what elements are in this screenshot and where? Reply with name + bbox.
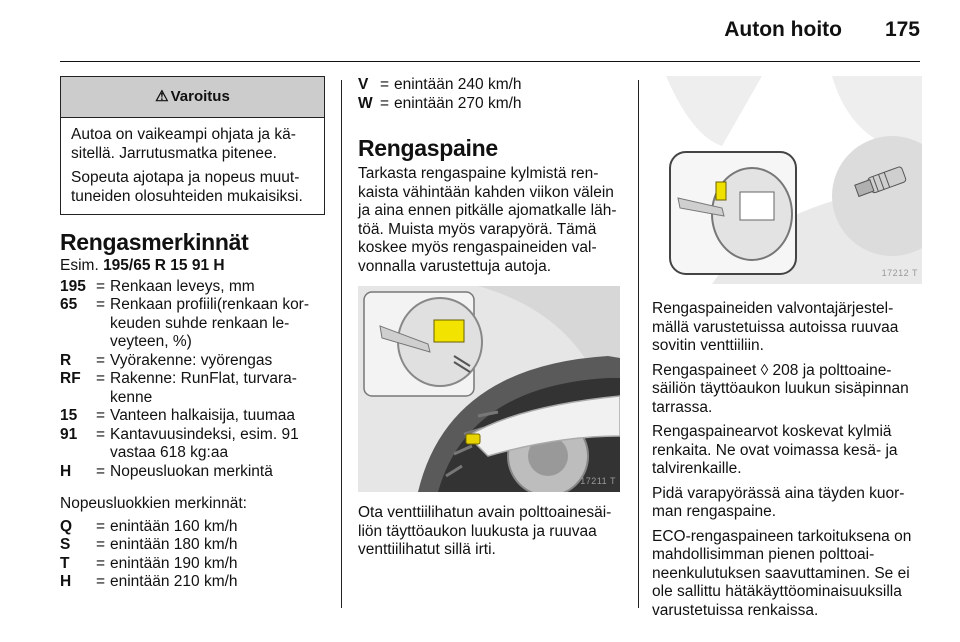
- definition-row: [60, 352, 325, 371]
- definition-key: 15: [60, 407, 78, 424]
- speed-row: [358, 76, 624, 95]
- speed-key: W: [358, 94, 373, 112]
- definition-value: Renkaan leveys, mm: [110, 277, 255, 295]
- paragraph: Rengaspainearvot koskevat kylmiä renkaita. Ne ovat voimassa kesä- ja talvirenkaille.: [652, 423, 898, 477]
- column-right: [652, 76, 924, 626]
- paragraph: ECO-rengaspaineen tarkoituksena on mahdollisimman pienen polttoai-neenkulutuksen saavuttaminen. Se ei ole sallittu hätäkäyttöominaisuuksilla varustetuissa renkaissa.: [652, 527, 912, 619]
- paragraph: Pidä varapyörässä aina täyden kuor-man rengaspaine.: [652, 484, 905, 520]
- warning-text-2: Sopeuta ajotapa ja nopeus muut-tuneiden olosuhteiden mukaisiksi.: [71, 169, 303, 205]
- speed-row: [60, 555, 325, 574]
- tire-pressure-intro: Tarkasta rengaspaine kylmistä ren-kaista vähintään kahden viikon välein ja aina ennen pitkälle ajomatkalle läh-töä. Muista myös varapyörä. Tämä koskee myös rengaspaineiden val-vonnalla varustettuja autoja.: [358, 165, 617, 275]
- illustration-fuel-flap-and-tire: [358, 286, 620, 492]
- speed-value: enintään 190 km/h: [110, 554, 238, 572]
- page-header: [0, 0, 960, 62]
- definition-row: [60, 463, 325, 482]
- equals-sign: =: [96, 351, 106, 369]
- speed-row: [358, 95, 624, 114]
- figure-number: 17212 T: [881, 267, 918, 278]
- warning-box: [60, 76, 325, 215]
- definition-value: Vanteen halkaisija, tuumaa: [110, 407, 295, 424]
- speed-key: T: [60, 554, 70, 572]
- equals-sign: =: [380, 94, 390, 112]
- warning-header: [61, 77, 324, 118]
- definition-key: RF: [60, 370, 81, 387]
- speed-row: [60, 573, 325, 592]
- column-divider-2: [638, 80, 639, 608]
- speed-value: enintään 210 km/h: [110, 573, 238, 590]
- speed-value: enintään 240 km/h: [394, 76, 522, 93]
- definition-key: 65: [60, 296, 78, 313]
- equals-sign: =: [96, 425, 106, 443]
- equals-sign: =: [96, 407, 106, 424]
- definition-row: [60, 407, 325, 426]
- speed-class-list: [60, 518, 325, 592]
- definition-value: Renkaan profiili(renkaan kor-keuden suhde renkaan le-veyteen, %): [110, 296, 310, 350]
- equals-sign: =: [96, 517, 106, 535]
- speed-classes-intro: Nopeusluokkien merkinnät:: [60, 495, 247, 512]
- warning-body: [61, 118, 324, 214]
- speed-row: [60, 536, 325, 555]
- speed-key: S: [60, 536, 71, 553]
- paragraph: Rengaspaineiden valvontajärjestel-mällä varustetuissa autoissa ruuvaa sovitin venttiiliin.: [652, 300, 899, 354]
- figure-valve-cap-key: [358, 286, 620, 492]
- speed-value: enintään 160 km/h: [110, 517, 238, 535]
- example-code: 195/65 R 15 91 H: [103, 257, 225, 274]
- figure-caption: Ota venttiilihatun avain polttoainesäi-liön täyttöaukon luukusta ja ruuvaa venttiilihatut sillä irti.: [358, 504, 612, 558]
- section-heading-tire-pressure: Rengaspaine: [358, 135, 498, 161]
- column-left: [60, 76, 325, 592]
- definition-value: Kantavuusindeksi, esim. 91 vastaa 618 kg:aa: [110, 425, 299, 461]
- figure-number: 17211 T: [580, 475, 616, 486]
- equals-sign: =: [96, 277, 106, 295]
- definition-key: R: [60, 351, 72, 369]
- definition-row: [60, 426, 325, 463]
- definition-key: H: [60, 462, 72, 480]
- chapter-title: Auton hoito: [724, 18, 842, 41]
- equals-sign: =: [96, 296, 106, 313]
- speed-row: [60, 518, 325, 537]
- illustration-pressure-adapter: [652, 76, 922, 284]
- page-number: 175: [884, 18, 920, 41]
- definition-key: 91: [60, 425, 78, 443]
- definition-row: [60, 296, 325, 352]
- definition-value: Nopeusluokan merkintä: [110, 462, 273, 480]
- definition-key: 195: [60, 277, 86, 295]
- definition-value: Vyörakenne: vyörengas: [110, 351, 273, 369]
- definition-value: Rakenne: RunFlat, turvara-kenne: [110, 370, 297, 406]
- equals-sign: =: [96, 536, 106, 553]
- speed-key: V: [358, 76, 369, 93]
- definition-row: [60, 370, 325, 407]
- warning-triangle-icon: ⚠: [155, 88, 169, 105]
- example-label: Esim.: [60, 257, 99, 274]
- equals-sign: =: [96, 573, 106, 590]
- tire-pressure-text: [652, 300, 924, 620]
- warning-text-1: Autoa on vaikeampi ohjata ja kä-sitellä. Jarrutusmatka pitenee.: [71, 126, 296, 162]
- header-rule: [60, 61, 920, 62]
- speed-value: enintään 180 km/h: [110, 536, 238, 553]
- paragraph-pressure-reference: Rengaspaineet ◊ 208 ja polttoaine-säiliön täyttöaukon luukun sisäpinnan tarrassa.: [652, 361, 909, 416]
- example-line: [60, 257, 325, 276]
- column-middle: [358, 76, 624, 566]
- equals-sign: =: [96, 554, 106, 572]
- figure-adapter: [652, 76, 922, 284]
- equals-sign: =: [96, 462, 106, 480]
- equals-sign: =: [380, 76, 390, 93]
- speed-value: enintään 270 km/h: [394, 94, 522, 112]
- speed-key: Q: [60, 517, 73, 535]
- section-heading-tire-markings: Rengasmerkinnät: [60, 229, 249, 255]
- equals-sign: =: [96, 370, 106, 387]
- speed-class-list-continued: [358, 76, 624, 113]
- definition-row: [60, 278, 325, 297]
- marking-definitions: [60, 278, 325, 482]
- speed-key: H: [60, 573, 72, 590]
- warning-title: Varoitus: [170, 88, 230, 105]
- column-divider-1: [341, 80, 342, 608]
